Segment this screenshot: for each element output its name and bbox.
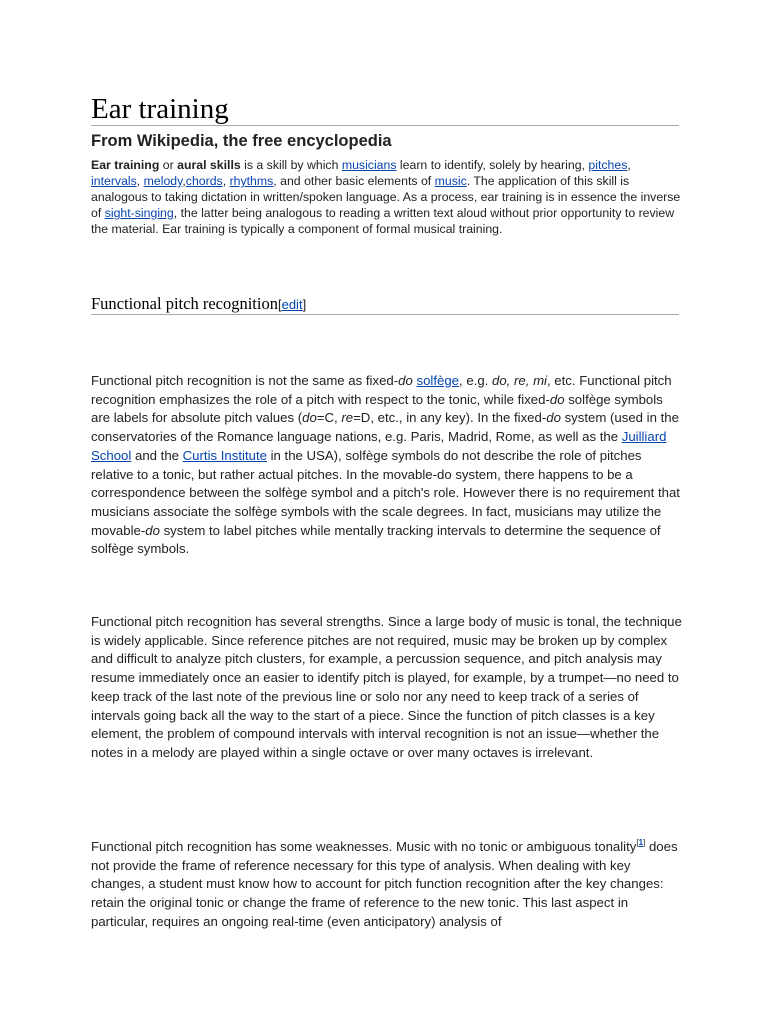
link-intervals[interactable]: intervals <box>91 174 137 188</box>
body-paragraph-1: Functional pitch recognition is not the same as fixed-do solfège, e.g. do, re, mi, etc. Functional pitch recognition emphasizes the role of a pitch with respect to the tonic, while fixed-do solfège symbols are labels for absolute pitch values (do=C, re=D, etc., in any key). In the fixed-do system (used in the conservatories of the Romance language nations, e.g. Paris, Madrid, Rome, as well as the Juilliard School and the Curtis Institute in the USA), solfège symbols do not describe the role of pitches relative to a tonic, but rather actual pitches. In the movable-do system, there happens to be a correspondence between the solfège symbol and a pitch's role. However there is no requirement that musicians associate the solfège symbols with the scale degrees. In fact, musicians may utilize the movable-do system to label pitches while mentally tracking intervals to determine the sequence of solfège symbols. <box>91 373 680 557</box>
link-juilliard-school[interactable]: Juilliard School <box>91 429 667 463</box>
title-divider <box>91 125 679 126</box>
body-paragraph-3: Functional pitch recognition has some weaknesses. Music with no tonic or ambiguous tonality[1] does not provide the frame of reference necessary for this type of analysis. When dealing with key changes, a student must know how to account for pitch function recognition after the key changes: retain the original tonic or change the frame of reference to the new tonic. This last aspect in particular, requires an ongoing real-time (even anticipatory) analysis of <box>91 838 678 929</box>
link-curtis-institute[interactable]: Curtis Institute <box>182 447 267 463</box>
link-chords[interactable]: chords <box>185 174 223 188</box>
link-melody[interactable]: melody <box>143 174 183 188</box>
footnote-reference: [1] <box>636 838 646 847</box>
link-solfege[interactable]: solfège <box>416 373 460 388</box>
footnote-link[interactable]: 1 <box>638 838 644 847</box>
link-pitches[interactable]: pitches <box>588 158 628 172</box>
bold-term: aural skills <box>177 158 241 172</box>
page-title: Ear training <box>91 93 229 125</box>
section-heading: Functional pitch recognition[edit] <box>91 294 307 313</box>
edit-link[interactable]: edit <box>281 297 303 312</box>
section-divider <box>91 314 679 315</box>
lead-paragraph: Ear training or aural skills is a skill by which musicians learn to identify, solely by hearing, pitches, intervals, melody,chords, rhythms, and other basic elements of music. The application of this skill is analogous to taking dictation in written/spoken language. As a process, ear training is in essence the inverse of sight-singing, the latter being analogous to reading a written text aloud without prior opportunity to review the material. Ear training is typically a component of formal musical training. <box>91 158 681 236</box>
site-tagline: From Wikipedia, the free encyclopedia <box>91 132 392 150</box>
link-rhythms[interactable]: rhythms <box>229 174 274 188</box>
bold-term: Ear training <box>91 158 160 172</box>
link-sight-singing[interactable]: sight-singing <box>104 206 174 220</box>
link-musicians[interactable]: musicians <box>341 158 397 172</box>
edit-section: [edit] <box>277 297 307 312</box>
body-paragraph-2: Functional pitch recognition has several strengths. Since a large body of music is tonal, the technique is widely applicable. Since reference pitches are not required, music may be broken up by complex and difficult to analyze pitch clusters, for example, a percussion sequence, and pitch analysis may resume immediately once an easier to identify pitch is played, for example, by a trumpet—no need to keep track of the last note of the previous line or solo nor any need to keep track of a series of intervals going back all the way to the start of a piece. Since the function of pitch classes is a key element, the problem of compound intervals with interval recognition is not an issue—whether the notes in a melody are played within a single octave or over many octaves is irrelevant. <box>91 614 682 760</box>
link-music[interactable]: music <box>434 174 467 188</box>
